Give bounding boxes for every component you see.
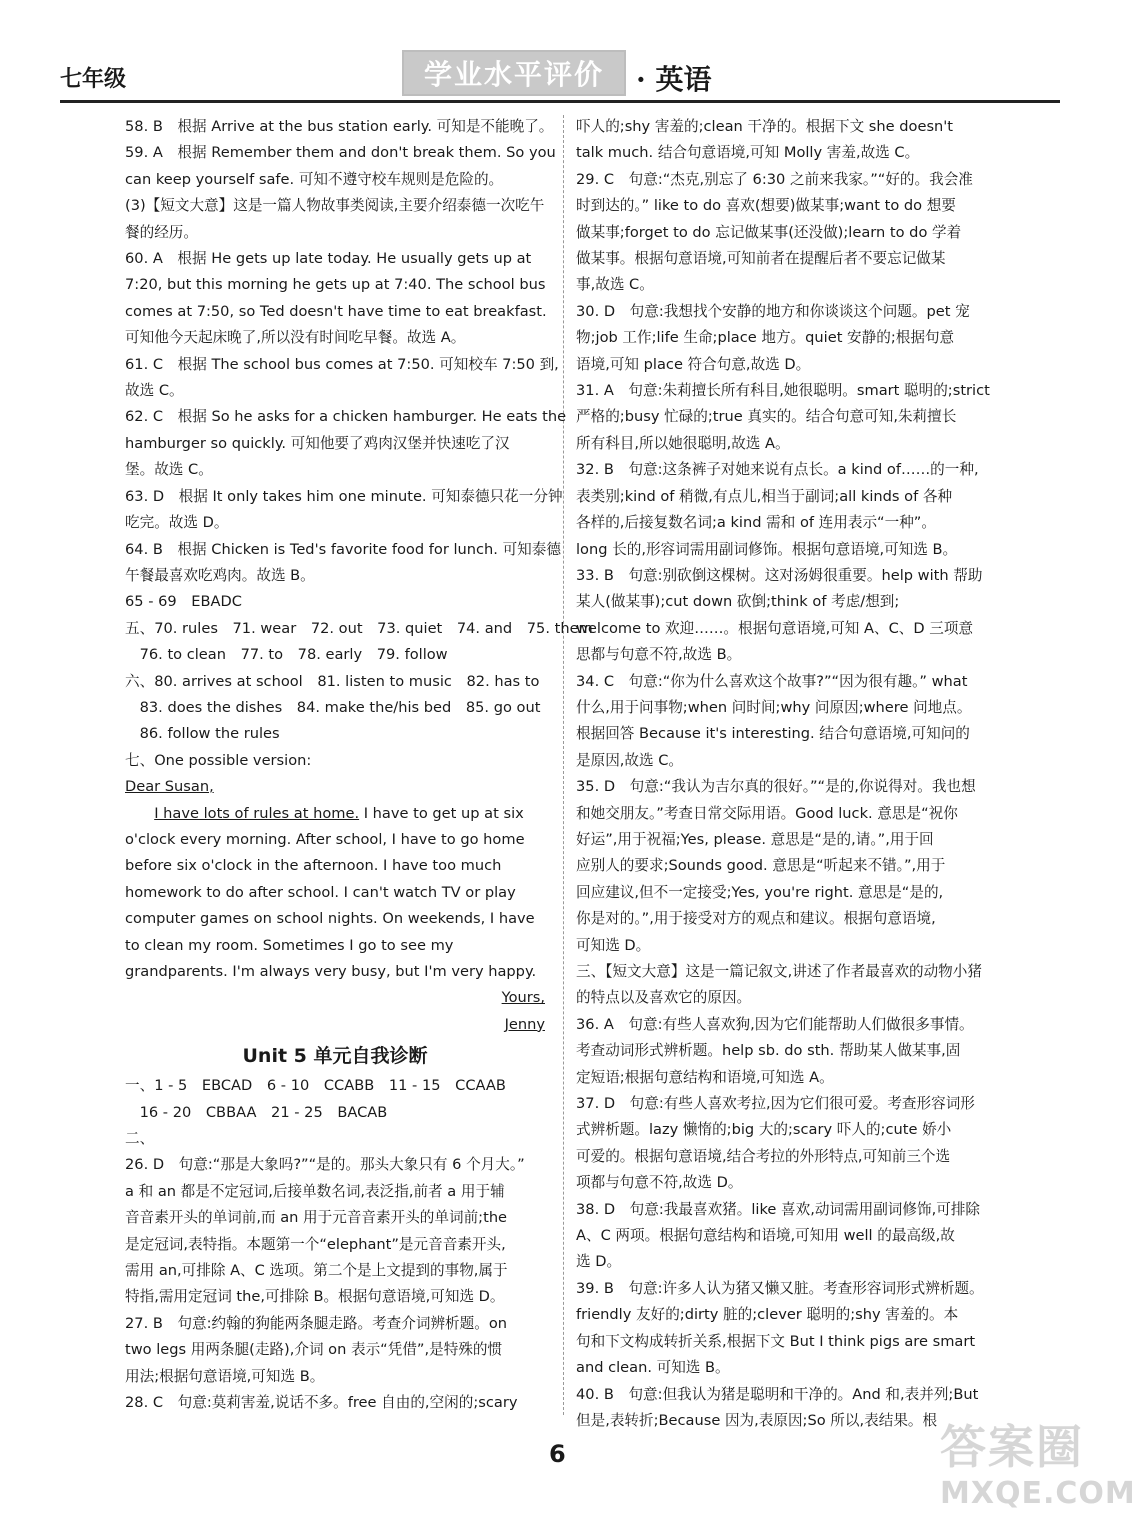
text-line: 和她交朋友。”考查日常交际用语。Good luck. 意思是“祝你 [576, 804, 958, 822]
text-line: computer games on school nights. On weekends, I have [125, 910, 535, 928]
grade-label: 七年级 [60, 66, 127, 92]
text-line: 三、【短文大意】这是一篇记叙文,讲述了作者最喜欢的动物小猪 [576, 963, 982, 980]
text-line: 35. D 句意:“我认为吉尔真的很好。”“是的,你说得对。我也想 [576, 778, 976, 796]
letter-closing: Yours, [501, 989, 545, 1007]
text-line: talk much. 结合句意语境,可知 Molly 害羞,故选 C。 [576, 144, 920, 162]
text-line: 特指,需用定冠词 the,可排除 B。根据句意语境,可知选 D。 [125, 1288, 505, 1306]
text-line: 62. C 根据 So he asks for a chicken hamburger. He eats the [125, 408, 567, 426]
text-line: 33. B 句意:别砍倒这棵树。这对汤姆很重要。help with 帮助 [576, 566, 983, 584]
text-line: before six o'clock in the afternoon. I have too much [125, 857, 502, 875]
text-line: 故选 C。 [125, 382, 184, 400]
text-line: 什么,用于问事物;when 问时间;why 问原因;where 问地点。 [576, 698, 972, 716]
text-line: 做某事;forget to do 忘记做某事(还没做);learn to do 学着 [576, 223, 962, 241]
text-line: 一、1 - 5 EBCAD 6 - 10 CCABB 11 - 15 CCAAB [125, 1077, 506, 1095]
text-line: can keep yourself safe. 可知不遵守校车规则是危险的。 [125, 170, 504, 188]
text-line: 回应建议,但不一定接受;Yes, you're right. 意思是“是的, [576, 883, 944, 901]
text-line: A、C 两项。根据句意结构和语境,可知用 well 的最高级,故 [576, 1227, 955, 1245]
text-line: 表类别;kind of 稍微,有点儿,相当于副词;all kinds of 各种 [576, 487, 953, 505]
text-line: 餐的经历。 [125, 223, 198, 241]
text-line: 定短语;根据句意结构和语境,可知选 A。 [576, 1068, 834, 1086]
text-line: 是定冠词,表特指。本题第一个“elephant”是元音音素开头, [125, 1235, 506, 1253]
text-line: 五、70. rules 71. wear 72. out 73. quiet 74. and 75. them [125, 619, 593, 637]
text-line: 式辨析题。lazy 懒惰的;big 大的;scary 吓人的;cute 娇小 [576, 1121, 952, 1139]
text-line: 37. D 句意:有些人喜欢考拉,因为它们很可爱。考查形容词形 [576, 1095, 975, 1113]
text-line: 59. A 根据 Remember them and don't break them. So you [125, 144, 556, 162]
text-line: 句和下文构成转折关系,根据下文 But I think pigs are smart [576, 1332, 976, 1350]
text-line: 36. A 句意:有些人喜欢狗,因为它们能帮助人们做很多事情。 [576, 1015, 974, 1033]
text-line: 但是,表转折;Because 因为,表原因;So 所以,表结果。根 [576, 1411, 938, 1429]
text-line: long 长的,形容词需用副词修饰。根据句意语境,可知选 B。 [576, 540, 958, 558]
text-line: 60. A 根据 He gets up late today. He usually gets up at [125, 250, 532, 268]
letter-greeting: Dear Susan, [125, 778, 214, 796]
text-line: 27. B 句意:约翰的狗能两条腿走路。考查介词辨析题。on [125, 1314, 508, 1332]
text-line: 可爱的。根据句意语境,结合考拉的外形特点,可知前三个选 [576, 1147, 951, 1165]
book-title-box: 学业水平评价 [402, 50, 626, 96]
text-line: grandparents. I'm always very busy, but I'm very happy. [125, 963, 537, 980]
page-number: 6 [549, 1440, 566, 1468]
text-line: o'clock every morning. After school, I have to go home [125, 830, 525, 848]
text-line: homework to do after school. I can't watch TV or play [125, 883, 516, 901]
text-line: 你是对的。”,用于接受对方的观点和建议。根据句意语境, [576, 910, 936, 928]
subject-label: · 英语 [636, 63, 712, 96]
text-line: 26. D 句意:“那是大象吗?”“是的。那头大象只有 6 个月大。” [125, 1156, 525, 1174]
text-line: 86. follow the rules [125, 725, 280, 743]
text-line: 用法;根据句意语境,可知选 B。 [125, 1367, 325, 1385]
letter-body [125, 827, 545, 985]
text-line: 考查动词形式辨析题。help sb. do sth. 帮助某人做某事,固 [576, 1042, 961, 1060]
text-line: 65 - 69 EBADC [125, 593, 242, 611]
text-line: 39. B 句意:许多人认为猪又懒又脏。考查形容词形式辨析题。 [576, 1279, 984, 1297]
right-column [576, 114, 1024, 1434]
text-line: 语境,可知 place 符合句意,故选 D。 [576, 355, 811, 373]
text-line: 28. C 句意:莫莉害羞,说话不多。free 自由的,空闲的;scary [125, 1394, 518, 1412]
letter-line: I have to get up at six [359, 804, 524, 822]
text-line: 可知选 D。 [576, 936, 651, 954]
column-divider [563, 115, 564, 1415]
text-line: 30. D 句意:我想找个安静的地方和你谈谈这个问题。pet 宠 [576, 302, 970, 320]
text-line: 吓人的;shy 害羞的;clean 干净的。根据下文 she doesn't [576, 118, 954, 135]
text-line: 事,故选 C。 [576, 276, 654, 294]
text-line: 某人(做某事);cut down 砍倒;think of 考虑/想到; [576, 593, 900, 611]
letter-underlined-sentence: I have lots of rules at home. [154, 804, 360, 822]
text-line: 六、80. arrives at school 81. listen to music 82. has to [125, 672, 540, 690]
right-answer-lines [576, 114, 1024, 1434]
text-line: 所有科目,所以她很聪明,故选 A。 [576, 434, 790, 452]
letter-first-line [125, 801, 545, 827]
unit-title: Unit 5 单元自我诊断 [242, 1045, 428, 1068]
text-line: 是原因,故选 C。 [576, 751, 684, 769]
text-line: comes at 7:50, so Ted doesn't have time to eat breakfast. [125, 302, 547, 320]
text-line: hamburger so quickly. 可知他要了鸡肉汉堡并快速吃了汉 [125, 434, 510, 452]
text-line: 好运”,用于祝福;Yes, please. 意思是“是的,请。”,用于回 [576, 830, 934, 848]
text-line: (3)【短文大意】这是一篇人物故事类阅读,主要介绍泰德一次吃午 [125, 197, 545, 215]
text-line: 83. does the dishes 84. make the/his bed 85. go out [125, 698, 541, 716]
text-line: 38. D 句意:我最喜欢猪。like 喜欢,动词需用副词修饰,可排除 [576, 1200, 981, 1218]
text-line: 61. C 根据 The school bus comes at 7:50. 可知校车 7:50 到, [125, 355, 559, 373]
text-line: a 和 an 都是不定冠词,后接单数名词,表泛指,前者 a 用于辅 [125, 1182, 505, 1200]
text-line: 堡。故选 C。 [125, 461, 213, 479]
letter-signature: Jenny [504, 1015, 545, 1033]
text-line: 项都与句意不符,故选 D。 [576, 1174, 743, 1192]
text-line: 的特点以及喜欢它的原因。 [576, 989, 752, 1007]
text-line: 34. C 句意:“你为什么喜欢这个故事?”“因为很有趣。” what [576, 672, 968, 690]
text-line: welcome to 欢迎……。根据句意语境,可知 A、C、D 三项意 [576, 619, 974, 637]
text-line: 吃完。故选 D。 [125, 514, 229, 532]
text-line: 64. B 根据 Chicken is Ted's favorite food for lunch. 可知泰德 [125, 540, 561, 558]
text-line: 严格的;busy 忙碌的;true 真实的。结合句意可知,朱莉擅长 [576, 408, 957, 426]
text-line: 做某事。根据句意语境,可知前者在提醒后者不要忘记做某 [576, 250, 946, 268]
text-line: 29. C 句意:“杰克,别忘了 6:30 之前来我家。”“好的。我会准 [576, 170, 973, 188]
text-line: 物;job 工作;life 生命;place 地方。quiet 安静的;根据句意 [576, 329, 955, 347]
text-line: 应别人的要求;Sounds good. 意思是“听起来不错。”,用于 [576, 857, 946, 875]
text-line: 需用 an,可排除 A、C 选项。第二个是上文提到的事物,属于 [125, 1262, 508, 1280]
watermark-logo [940, 1420, 1136, 1530]
text-line: 音音素开头的单词前,而 an 用于元音音素开头的单词前;the [125, 1209, 508, 1227]
text-line: 40. B 句意:但我认为猪是聪明和干净的。And 和,表并列;But [576, 1385, 979, 1403]
text-line: 63. D 根据 It only takes him one minute. 可知泰德只花一分钟 [125, 487, 563, 505]
text-line: 二、 [125, 1130, 155, 1148]
text-line: friendly 友好的;dirty 脏的;clever 聪明的;shy 害羞的。本 [576, 1306, 959, 1324]
text-line: 时到达的。” like to do 喜欢(想要)做某事;want to do 想要 [576, 197, 956, 215]
text-line: 76. to clean 77. to 78. early 79. follow [125, 646, 448, 664]
left-answer-lines [125, 114, 593, 774]
watermark-text: 答案圈 [940, 1420, 1084, 1474]
text-line: 可知他今天起床晚了,所以没有时间吃早餐。故选 A。 [125, 329, 466, 347]
text-line: 根据回答 Because it's interesting. 结合句意语境,可知问的 [576, 725, 970, 743]
text-line: 16 - 20 CBBAA 21 - 25 BACAB [125, 1103, 388, 1121]
text-line: 32. B 句意:这条裤子对她来说有点长。a kind of……的一种, [576, 461, 979, 479]
text-line: 58. B 根据 Arrive at the bus station early. 可知是不能晚了。 [125, 118, 554, 135]
text-line: 七、One possible version: [125, 751, 312, 769]
unit-answer-lines [125, 1073, 545, 1416]
text-line: 各样的,后接复数名词;a kind 需和 of 连用表示“一种”。 [576, 514, 936, 532]
text-line: and clean. 可知选 B。 [576, 1359, 730, 1377]
header-rule [60, 100, 1060, 103]
text-line: 思都与句意不符,故选 B。 [576, 646, 742, 664]
text-line: 7:20, but this morning he gets up at 7:40. The school bus [125, 276, 546, 294]
text-line: 选 D。 [576, 1253, 622, 1271]
text-line: two legs 用两条腿(走路),介词 on 表示“凭借”,是特殊的惯 [125, 1341, 503, 1359]
text-line: 午餐最喜欢吃鸡肉。故选 B。 [125, 566, 315, 584]
text-line: to clean my room. Sometimes I go to see my [125, 936, 454, 954]
left-column [125, 114, 593, 1417]
text-line: 31. A 句意:朱莉擅长所有科目,她很聪明。smart 聪明的;strict [576, 382, 990, 400]
watermark-url: MXQE.COM [940, 1476, 1136, 1511]
